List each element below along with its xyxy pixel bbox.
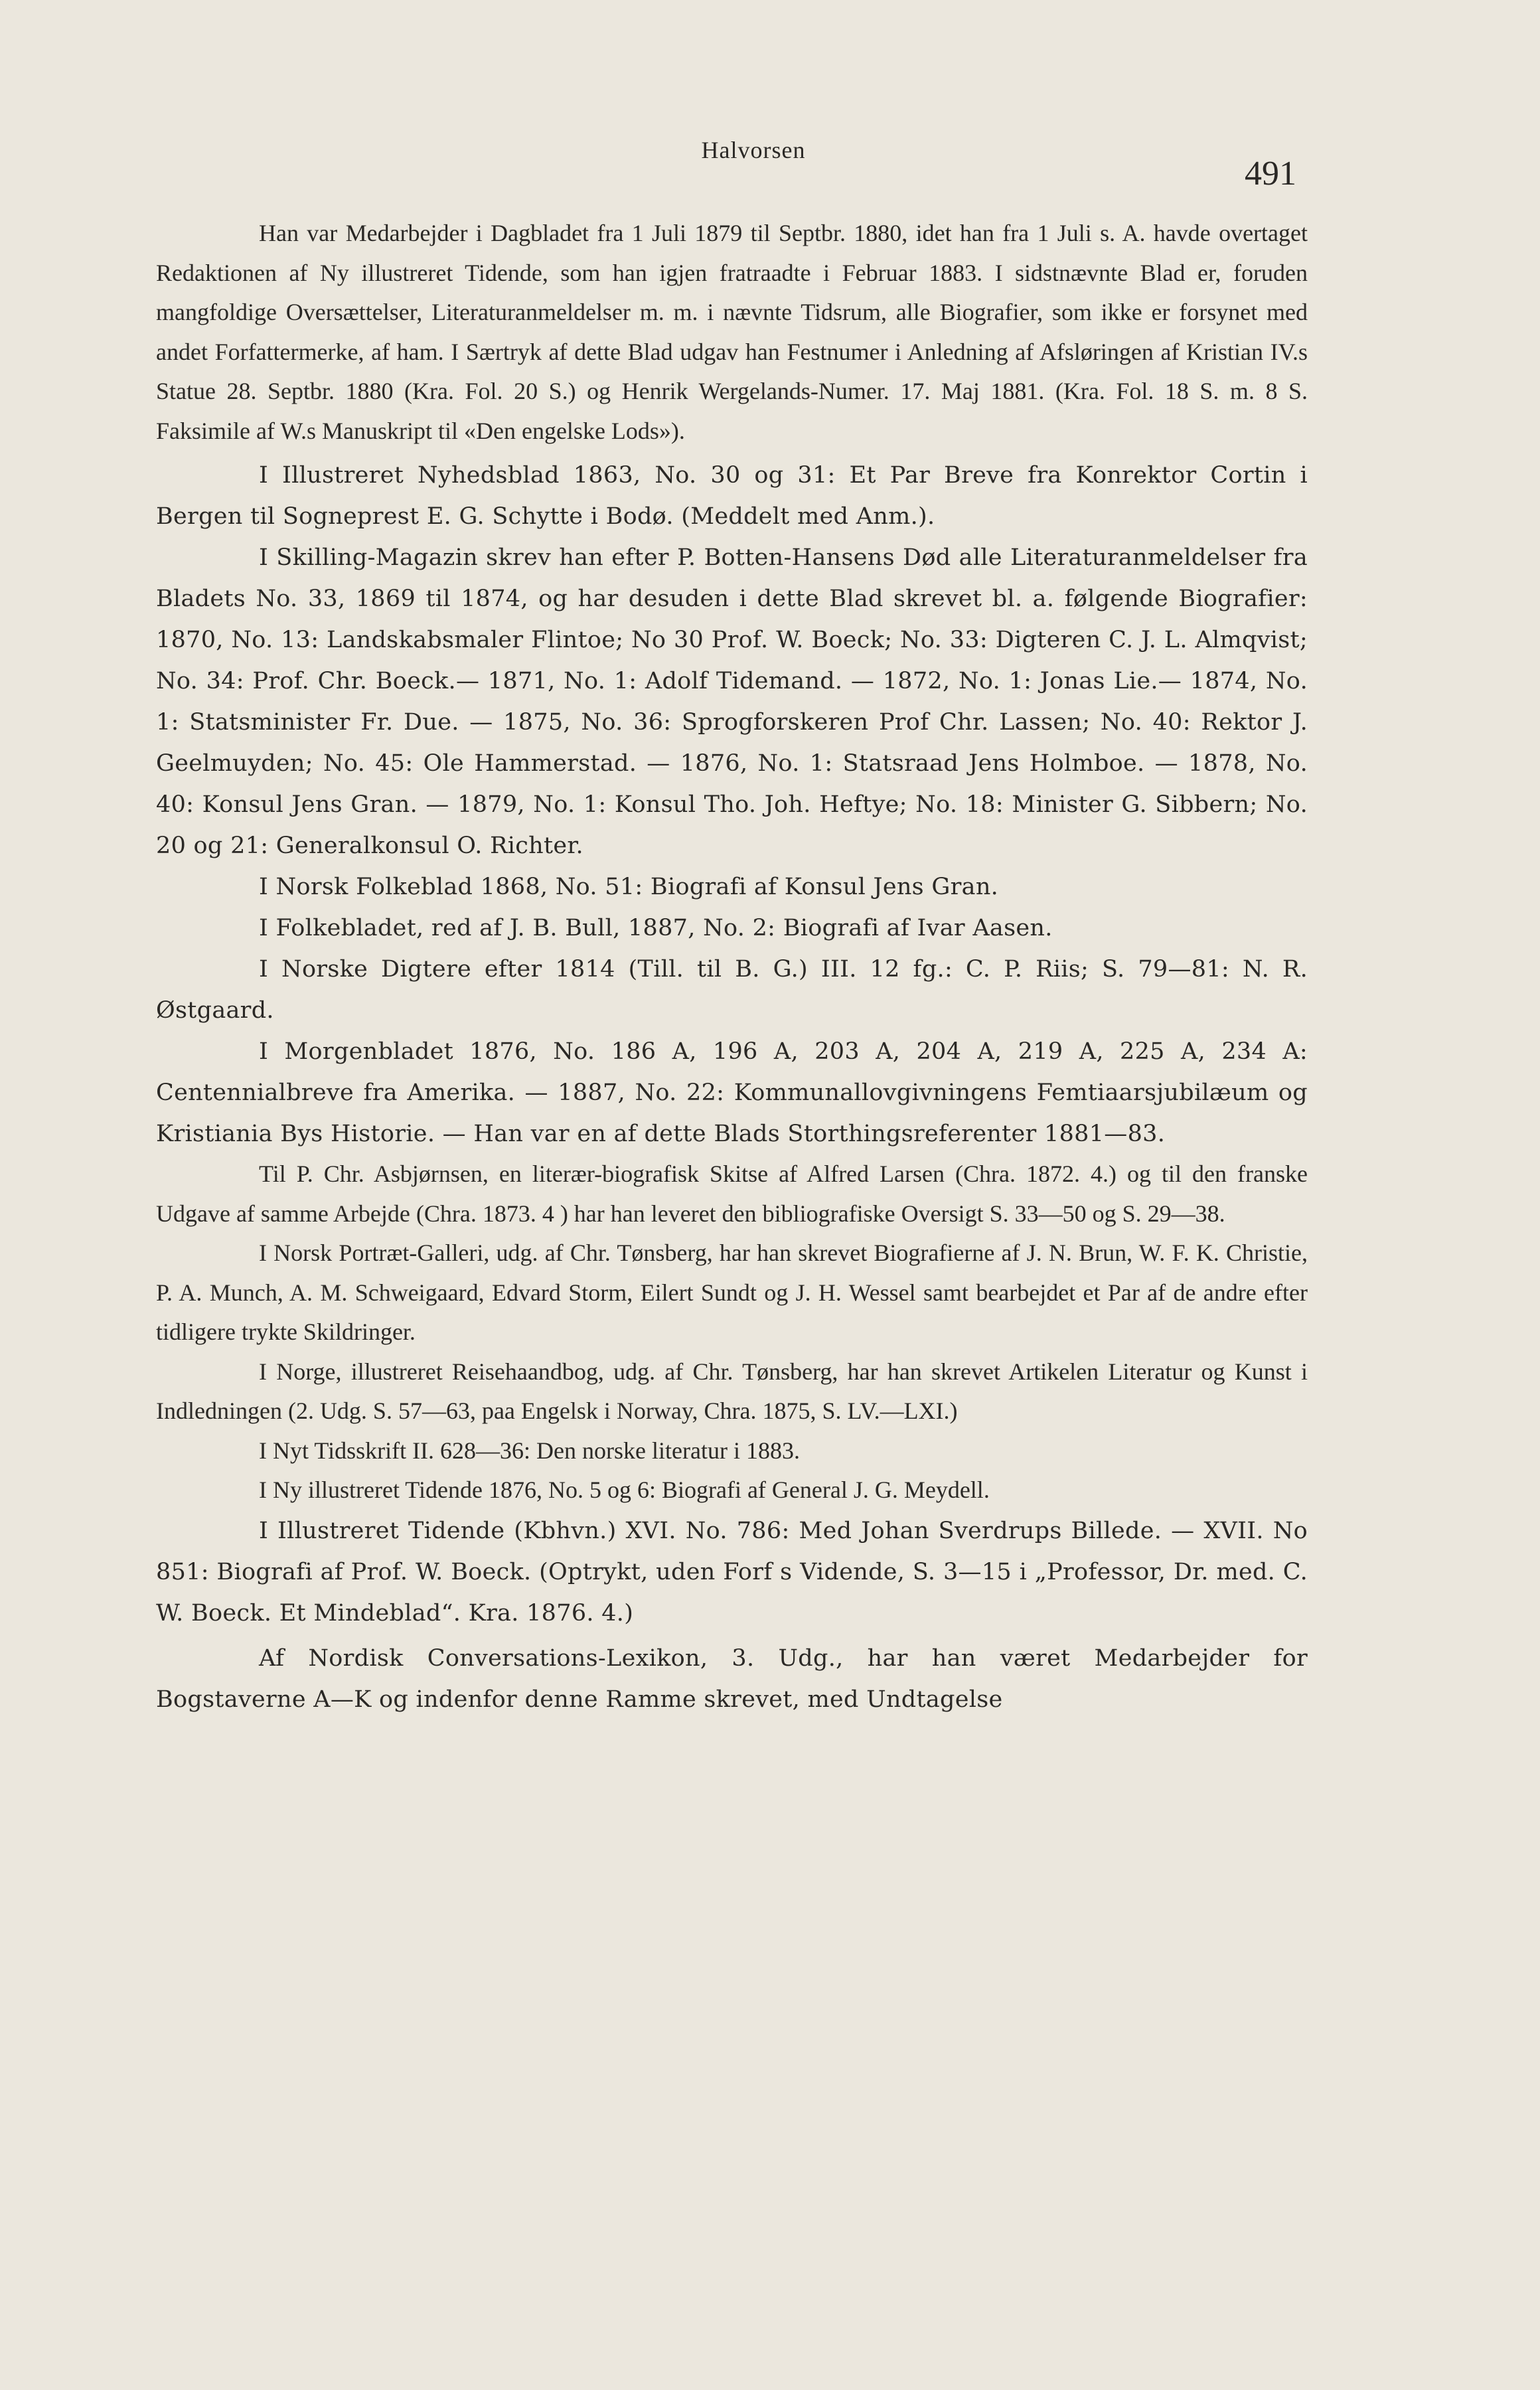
paragraph-morgenbladet: I Morgenbladet 1876, No. 186 A, 196 A, 203 A, 204 A, 219 A, 225 A, 234 A: Centennialbreve fra Amerika. — 1887, No. 22: Kommunallovgivningens Femtiaarsjubilæum og Kristiania Bys Historie. — Han var en af dette Blads Storthingsreferenter 1881—83. <box>156 1038 1308 1147</box>
paragraph-portraet-galleri: I Norsk Portræt-Galleri, udg. af Chr. Tønsberg, har han skrevet Biografierne af J. N. Brun, W. F. K. Christie, P. A. Munch, A. M. Schweigaard, Edvard Storm, Eilert Sundt og J. H. Wessel samt bearbejdet et Par af de andre efter tidligere trykte Skildringer. <box>156 1239 1308 1345</box>
paragraph-dagbladet: Han var Medarbejder i Dagbladet fra 1 Juli 1879 til Septbr. 1880, idet han fra 1 Juli s. A. havde overtaget Redaktionen af Ny illustreret Tidende, som han igjen fratraadte i Februar 1883. I sidstnævnte Blad er, foruden mangfoldige Oversættelser, Literaturanmeldelser m. m. i nævnte Tidsrum, alle Biografier, som ikke er forsynet med andet Forfattermerke, af ham. I Særtryk af dette Blad udgav han Festnumer i Anledning af Afsløringen af Kristian IV.s Statue 28. Septbr. 1880 (Kra. Fol. 20 S.) og Henrik Wergelands-Numer. 17. Maj 1881. (Kra. Fol. 18 S. m. 8 S. Faksimile af W.s Manuskript til «Den engelske Lods»). <box>156 220 1308 444</box>
paragraph-skilling-magazin: I Skilling-Magazin skrev han efter P. Botten-Hansens Død alle Literaturanmeldelser fra Bladets No. 33, 1869 til 1874, og har desuden i dette Blad skrevet bl. a. følgende Biografier: 1870, No. 13: Landskabsmaler Flintoe; No 30 Prof. W. Boeck; No. 33: Digteren C. J. L. Almqvist; No. 34: Prof. Chr. Boeck.— 1871, No. 1: Adolf Tidemand. — 1872, No. 1: Jonas Lie.— 1874, No. 1: Statsminister Fr. Due. — 1875, No. 36: Sprogforskeren Prof Chr. Lassen; No. 40: Rektor J. Geelmuyden; No. 45: Ole Hammerstad. — 1876, No. 1: Statsraad Jens Holmboe. — 1878, No. 40: Konsul Jens Gran. — 1879, No. 1: Konsul Tho. Joh. Heftye; No. 18: Minister G. Sibbern; No. 20 og 21: Generalkonsul O. Richter. <box>156 544 1308 859</box>
paragraph-asbjornsen: Til P. Chr. Asbjørnsen, en literær-biografisk Skitse af Alfred Larsen (Chra. 1872. 4.) og til den franske Udgave af samme Arbejde (Chra. 1873. 4 ) har han leveret den bibliografiske Oversigt S. 33—50 og S. 29—38. <box>156 1160 1308 1227</box>
paragraph-nyt-tidsskrift: I Nyt Tidsskrift II. 628—36: Den norske literatur i 1883. <box>259 1437 800 1464</box>
page-number: 491 <box>1245 155 1296 193</box>
paragraph-norske-digtere: I Norske Digtere efter 1814 (Till. til B. G.) III. 12 fg.: C. P. Riis; S. 79—81: N. R. Østgaard. <box>156 956 1308 1024</box>
paragraph-ny-illustreret-tidende: I Ny illustreret Tidende 1876, No. 5 og 6: Biografi af General J. G. Meydell. <box>259 1476 990 1503</box>
paragraph-illustreret-tidende: I Illustreret Tidende (Kbhvn.) XVI. No. 786: Med Johan Sverdrups Billede. — XVII. No 851: Biografi af Prof. W. Boeck. (Optrykt, uden Forf s Vidende, S. 3—15 i „Professor, Dr. med. C. W. Boeck. Et Mindeblad“. Kra. 1876. 4.) <box>156 1517 1308 1627</box>
paragraph-norsk-folkeblad: I Norsk Folkeblad 1868, No. 51: Biografi af Konsul Jens Gran. <box>259 874 999 900</box>
paragraph-illustreret-nyhedsblad: I Illustreret Nyhedsblad 1863, No. 30 og 31: Et Par Breve fra Konrektor Cortin i Bergen til Sogneprest E. G. Schytte i Bodø. (Meddelt med Anm.). <box>156 462 1308 530</box>
running-title: Halvorsen <box>701 137 806 163</box>
page-body <box>156 199 1308 1720</box>
paragraph-conversations-lexikon: Af Nordisk Conversations-Lexikon, 3. Udg., har han været Medarbejder for Bogstaverne A—K og indenfor denne Ramme skrevet, med Undtagelse <box>156 1644 1308 1713</box>
paragraph-norge-reisehaandbog: I Norge, illustreret Reisehaandbog, udg. af Chr. Tønsberg, har han skrevet Artikelen Literatur og Kunst i Indledningen (2. Udg. S. 57—63, paa Engelsk i Norway, Chra. 1875, S. LV.—LXI.) <box>156 1358 1308 1424</box>
paragraph-folkebladet: I Folkebladet, red af J. B. Bull, 1887, No. 2: Biografi af Ivar Aasen. <box>259 915 1053 941</box>
